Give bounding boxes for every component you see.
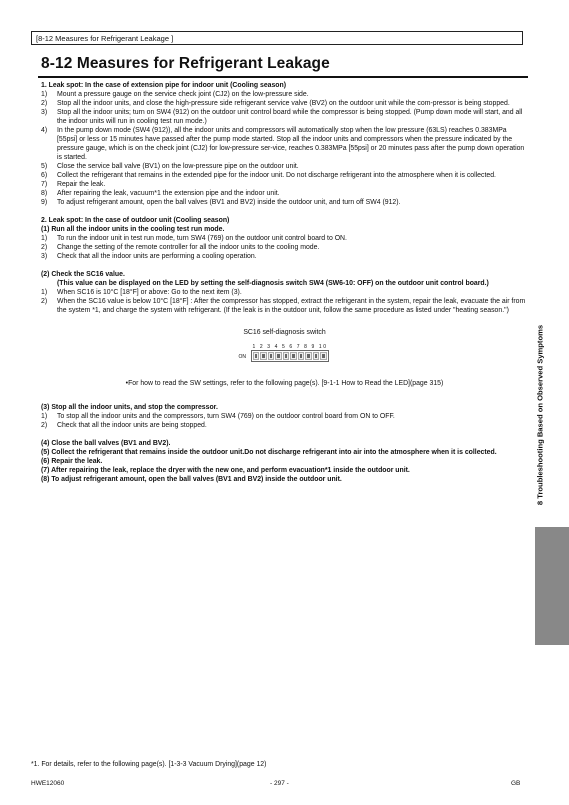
doc-code: HWE12060 [31,780,65,787]
list-item [41,126,528,162]
list-item-text: After repairing the leak, vacuum*1 the extension pipe and the indoor unit. [57,190,280,197]
switch-position [260,352,267,360]
language-code: GB [511,780,521,787]
list-item-text: Stop all the indoor units; turn on SW4 (912) on the outdoor unit control board while the compressor is being stopped. (Pump down mode will start, and all the indoor units will run in cooling test run mode.) [57,109,523,125]
list-item-number: 2) [41,100,48,107]
side-tab-label: 8 Troubleshooting Based on Observed Symptoms [535,324,545,506]
switch-position [283,352,290,360]
switch-numbers: 1 2 3 4 5 6 7 8 9 10 [252,344,328,350]
list-item [41,162,528,171]
switch-position [305,352,312,360]
switch-on-label: ON [238,354,246,360]
list-item-text: To stop all the indoor units and the compressors, turn SW4 (769) on the outdoor control board from ON to OFF. [57,413,395,420]
switch-position [313,352,320,360]
list-item-number: 6) [41,172,48,179]
list-item [41,189,528,198]
step2-list [41,288,528,315]
list-item [41,171,528,180]
list-item [41,90,528,99]
list-item [41,421,528,430]
page-number: - 297 - [270,780,289,787]
list-item-text: Change the setting of the remote controller for all the indoor units to the cooling mode. [57,244,320,251]
list-item [41,198,528,207]
step5-heading: (5) Collect the refrigerant that remains inside the outdoor unit.Do not discharge refrigerant into air into the atmosphere when it is collected. [41,449,497,456]
list-item-number: 7) [41,181,48,188]
list-item-text: When the SC16 value is below 10°C [18°F] : After the compressor has stopped, extract the refrigerant in the system, repair the leak, evacuate the air from the system *1, and charge the system with refrigerant. (If the leak is in the outdoor unit, follow the same procedure as listed under "heating season.") [57,298,526,314]
side-tab-marker [535,527,569,645]
list-item-text: In the pump down mode (SW4 (912)), all the indoor units and compressors will automatically stop when the low pressure (63LS) reaches 0.383MPa [55psi] or less or 15 minutes have passed after the pump mode started. Stop all the indoor units and compressors when the pressure indicated by the pressure gauge, which is on the check joint (CJ2) for low-pressure ser-vice, reaches 0.383MPa [55psi] or 20 minutes pass after the pump down operation is started. [57,127,525,161]
switch-position [268,352,275,360]
step2-note: (This value can be displayed on the LED by setting the self-diagnosis switch SW4 (SW6-10: OFF) on the outdoor unit control board.) [57,280,489,287]
list-item-text: Mount a pressure gauge on the service check joint (CJ2) on the low-pressure side. [57,91,309,98]
list-item-text: When SC16 is 10°C [18°F] or above: Go to the next item (3). [57,289,242,296]
step7-heading: (7) After repairing the leak, replace the dryer with the new one, and perform evacuation*1 inside the outdoor unit. [41,467,410,474]
list-item-number: 5) [41,163,48,170]
list-item-number: 2) [41,244,48,251]
switch-caption: SC16 self-diagnosis switch [243,329,326,336]
switch-position [298,352,305,360]
list-item-text: To run the indoor unit in test run mode, turn SW4 (769) on the outdoor unit control board to ON. [57,235,347,242]
list-item-number: 1) [41,91,48,98]
list-item-text: Stop all the indoor units, and close the high-pressure side refrigerant service valve (BV2) on the outdoor unit while the com-pressor is being stopped. [57,100,510,107]
main-content [41,81,528,484]
footnote: *1. For details, refer to the following page(s). [1-3-3 Vacuum Drying](page 12) [31,761,267,768]
list-item-number: 1) [41,235,48,242]
list-item-number: 1) [41,413,48,420]
page-title: 8-12 Measures for Refrigerant Leakage [41,55,330,72]
list-item-text: Check that all the indoor units are being stopped. [57,422,207,429]
list-item-number: 9) [41,199,48,206]
step3-list [41,412,528,430]
list-item-text: Repair the leak. [57,181,106,188]
list-item [41,288,528,297]
list-item-text: To adjust refrigerant amount, open the ball valves (BV1 and BV2) inside the outdoor unit, and turn off SW4 (912). [57,199,401,206]
list-item-text: Check that all the indoor units are performing a cooling operation. [57,253,257,260]
list-item-number: 8) [41,190,48,197]
step3-heading: (3) Stop all the indoor units, and stop the compressor. [41,404,218,411]
list-item-number: 2) [41,422,48,429]
switch-position [290,352,297,360]
section2-heading: 2. Leak spot: In the case of outdoor unit (Cooling season) [41,217,230,224]
list-item [41,234,528,243]
sw-note: •For how to read the SW settings, refer to the following page(s). [9-1-1 How to Read the LED](page 315) [125,380,444,387]
step1-list [41,234,528,261]
list-item [41,252,528,261]
list-item-number: 2) [41,298,48,305]
switch-position [275,352,282,360]
list-item [41,297,528,315]
list-item-text: Close the service ball valve (BV1) on the low-pressure pipe on the outdoor unit. [57,163,299,170]
switch-position [320,352,327,360]
step4-heading: (4) Close the ball valves (BV1 and BV2). [41,440,171,447]
step2-heading: (2) Check the SC16 value. [41,271,125,278]
step1-heading: (1) Run all the indoor units in the cooling test run mode. [41,226,225,233]
list-item [41,99,528,108]
side-tab [533,300,547,530]
breadcrumb: [8-12 Measures for Refrigerant Leakage ] [31,31,523,45]
list-item-number: 4) [41,127,48,134]
section1-heading: 1. Leak spot: In the case of extension pipe for indoor unit (Cooling season) [41,82,287,89]
list-item [41,108,528,126]
step6-heading: (6) Repair the leak. [41,458,103,465]
section1-list [41,90,528,207]
switch-body [251,350,329,362]
list-item-number: 1) [41,289,48,296]
list-item-number: 3) [41,253,48,260]
step8-heading: (8) To adjust refrigerant amount, open the ball valves (BV1 and BV2) inside the outdoor unit. [41,476,342,483]
dip-switch-figure [239,343,331,373]
list-item-number: 3) [41,109,48,116]
list-item [41,412,528,421]
list-item-text: Collect the refrigerant that remains in the extended pipe for the indoor unit. Do not discharge refrigerant into the atmosphere when it is collected. [57,172,496,179]
title-divider [38,76,528,78]
list-item [41,243,528,252]
switch-position [253,352,260,360]
list-item [41,180,528,189]
